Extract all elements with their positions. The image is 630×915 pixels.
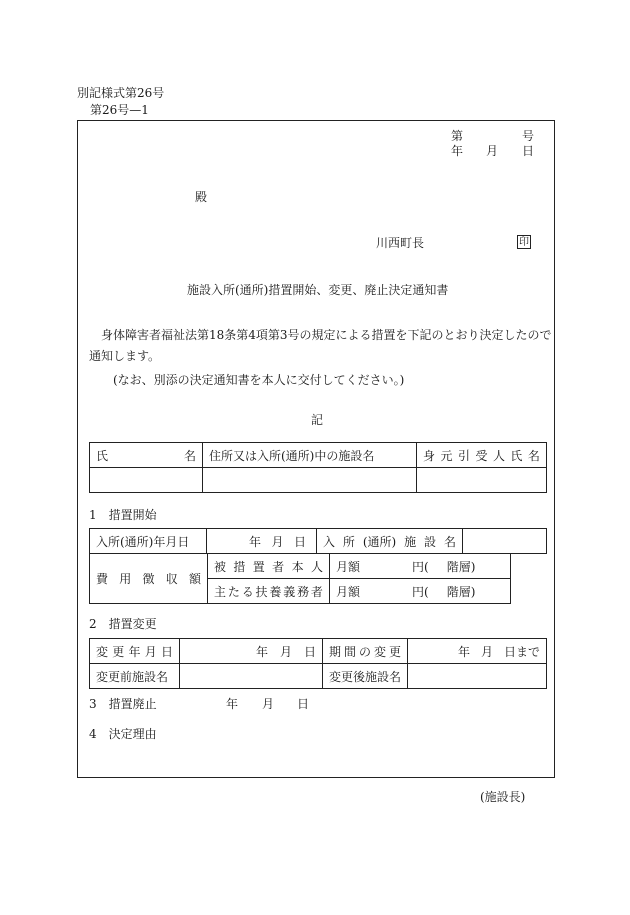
issuer-name: 川西町長 (376, 236, 425, 250)
label-payer-guardian: 主 た る 扶 養 義 務 者 (214, 584, 323, 599)
person-table-header (90, 443, 547, 468)
label-facility-name: 入 所 (通所) 施 設 名 (323, 534, 456, 549)
label-change-date: 変 更 年 月 日 (96, 644, 173, 659)
person-table (89, 442, 547, 493)
label-guardian-name: 身 元 引 受 人 氏 名 (423, 448, 540, 463)
number-suffix: 号 (522, 129, 535, 143)
date-day: 日 (522, 144, 535, 158)
date-year: 年 (451, 144, 464, 158)
period-until-value: 年 月 日まで (458, 644, 540, 659)
abolish-day: 日 (297, 697, 310, 711)
form-sub-number: 第26号—1 (90, 103, 149, 117)
section1-heading: 1 措置開始 (89, 508, 157, 522)
footer-note: (施設長) (480, 790, 526, 804)
label-facility-before: 変更前施設名 (90, 664, 180, 689)
addressee-honorific: 殿 (195, 190, 208, 204)
fee-self-value: 月額 円( 階層) (330, 554, 511, 579)
body-text-line2: 通知します。 (89, 349, 161, 363)
date-month: 月 (486, 144, 499, 158)
number-prefix: 第 (451, 129, 464, 143)
section4-heading: 4 決定理由 (89, 727, 157, 741)
abolish-month: 月 (262, 697, 275, 711)
ki-marker: 記 (311, 413, 324, 427)
label-payer-self: 被 措 置 者 本 人 (214, 559, 323, 574)
label-facility-after: 変更後施設名 (323, 664, 408, 689)
person-table-row (90, 468, 547, 493)
document-title: 施設入所(通所)措置開始、変更、廃止決定通知書 (187, 283, 449, 297)
label-admission-date: 入所(通所)年月日 (90, 529, 207, 554)
facility-before-value (180, 664, 323, 689)
change-date-value: 年 月 日 (256, 644, 316, 659)
facility-after-value (408, 664, 547, 689)
start-date-table (89, 528, 547, 554)
guardian-name-value (417, 468, 547, 493)
fee-guardian-value: 月額 円( 階層) (330, 579, 511, 604)
change-table (89, 638, 547, 689)
abolish-year: 年 (226, 697, 239, 711)
facility-name-value (463, 529, 547, 554)
body-note: (なお、別添の決定通知書を本人に交付してください。) (113, 373, 405, 387)
label-name: 氏 名 (96, 448, 196, 463)
label-fee-amount: 費 用 徴 収 額 (96, 572, 201, 586)
label-address-facility: 住所又は入所(通所)中の施設名 (203, 443, 417, 468)
section2-heading: 2 措置変更 (89, 617, 157, 631)
label-period-change: 期 間 の 変 更 (329, 644, 401, 659)
name-value (90, 468, 203, 493)
admission-date-value: 年 月 日 (249, 534, 306, 549)
section3-heading: 3 措置廃止 (89, 697, 157, 711)
address-facility-value (203, 468, 417, 493)
fee-table (89, 553, 511, 604)
body-text-line1: 身体障害者福祉法第18条第4項第3号の規定による措置を下記のとおり決定したので (101, 328, 552, 342)
seal-stamp-icon: 印 (519, 237, 529, 248)
form-name: 別記様式第26号 (77, 86, 165, 100)
